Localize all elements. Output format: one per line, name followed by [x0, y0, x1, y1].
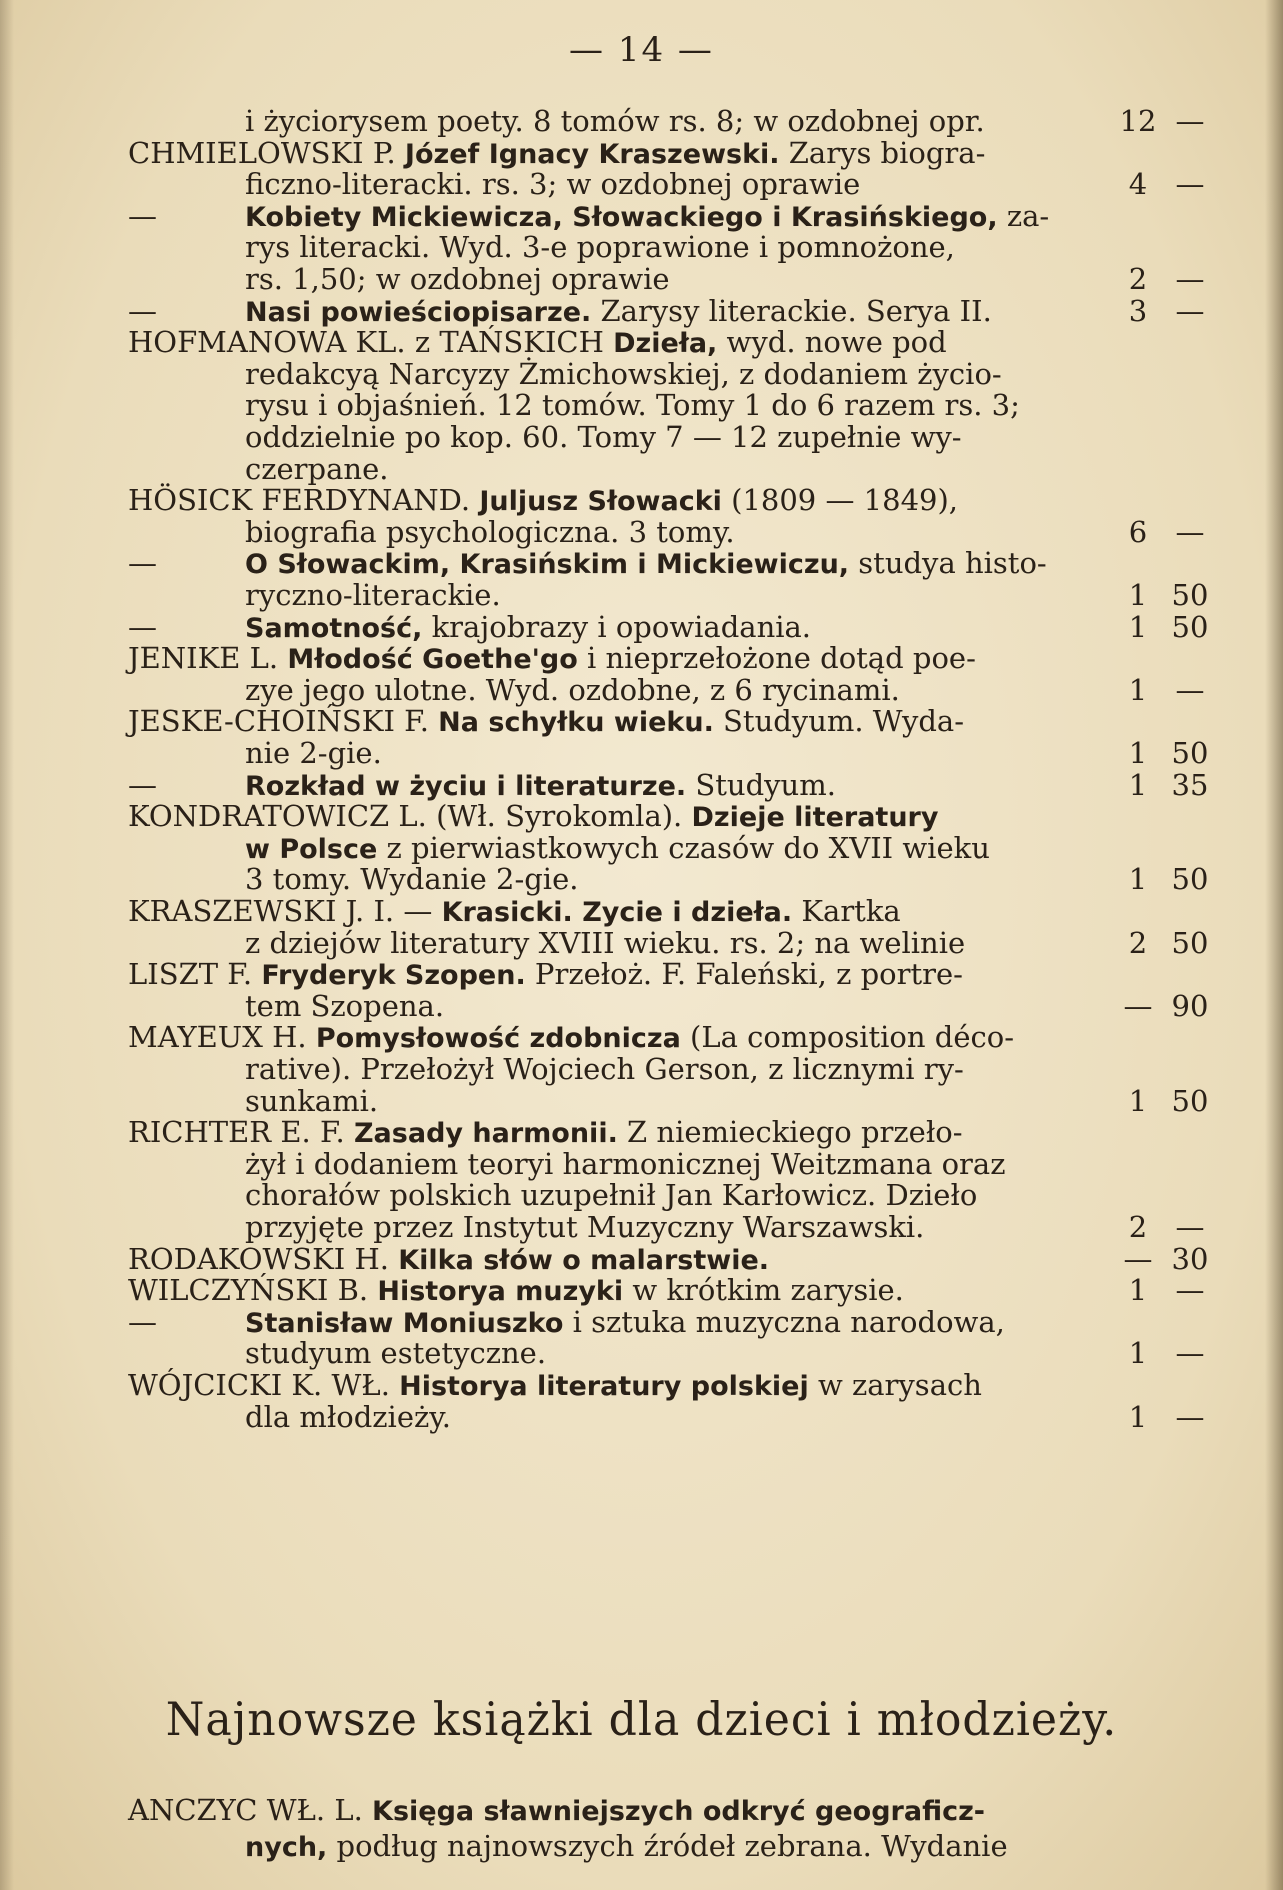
book-title: nych, — [245, 1832, 328, 1863]
entry-text — [245, 1147, 1006, 1181]
catalog-line — [0, 452, 1283, 486]
entry-text-segment: JENIKE L. — [128, 641, 288, 676]
catalog-line — [0, 167, 1283, 201]
entry-text — [245, 104, 985, 138]
price-kopecks: 90 — [1171, 988, 1209, 1023]
entry-text — [245, 768, 836, 804]
catalog-line — [0, 136, 1283, 170]
entry-text — [245, 388, 1020, 422]
entry-text-segment: KRASZEWSKI J. I. — — [128, 894, 442, 928]
price-rubles: 1 — [1128, 672, 1148, 707]
price-kopecks: — — [1175, 1399, 1205, 1434]
catalog-line — [0, 799, 1283, 833]
ditto-dash: — — [128, 546, 157, 581]
entry-text-segment: Zarysy literackie. Serya II. — [591, 293, 992, 328]
entry-text — [245, 578, 501, 612]
entry-text — [245, 357, 1002, 391]
ditto-dash: — — [128, 767, 157, 802]
book-title: Historya literatury polskiej — [399, 1371, 809, 1402]
entry-text-segment: RICHTER E. F. — [128, 1115, 354, 1150]
book-title: Krasicki. Zycie i dzieła. — [441, 897, 793, 928]
catalog-line — [0, 862, 1283, 896]
price-kopecks: 35 — [1171, 767, 1209, 802]
entry-text — [245, 736, 382, 770]
book-title: Fryderyk Szopen. — [261, 960, 526, 992]
catalog-line — [0, 1210, 1283, 1244]
entry-text — [245, 1052, 964, 1086]
entry-text-segment: LISZT F. — [128, 957, 262, 992]
entry-text — [128, 799, 938, 835]
price-rubles: 1 — [1128, 1336, 1148, 1371]
catalog-line — [0, 357, 1283, 391]
book-title: Dzieje literatury — [691, 802, 939, 834]
entry-text-segment: RODAKOWSKI H. — [128, 1241, 399, 1276]
entry-text-segment: MAYEUX H. — [128, 1020, 316, 1055]
entry-text — [128, 1273, 904, 1309]
entry-text — [245, 167, 860, 201]
book-title: Kilka słów o malarstwie. — [398, 1244, 770, 1276]
price-kopecks: 30 — [1171, 1241, 1209, 1276]
entry-text-segment: (1809 — 1849), — [721, 483, 959, 518]
price-rubles: — — [1123, 988, 1153, 1023]
book-title: Juljusz Słowacki — [479, 486, 722, 518]
price-kopecks: — — [1175, 167, 1205, 202]
catalog-line — [0, 831, 1283, 865]
entry-text — [245, 262, 670, 296]
price-kopecks: — — [1175, 104, 1205, 138]
price-rubles: — — [1123, 1241, 1153, 1276]
price-kopecks: — — [1175, 1210, 1205, 1244]
book-title: Historya muzyki — [377, 1276, 624, 1308]
price-kopecks: — — [1175, 293, 1205, 328]
entry-text-segment: ANCZYC WŁ. L. — [128, 1793, 373, 1827]
entry-text-segment: i sztuka muzyczna narodowa, — [563, 1304, 1005, 1339]
book-title: Samotność, — [245, 612, 423, 644]
price-kopecks: 50 — [1171, 1083, 1209, 1118]
entry-text — [245, 926, 965, 960]
entry-text — [128, 136, 985, 172]
entry-text — [245, 1210, 924, 1244]
price-rubles: 2 — [1128, 1210, 1148, 1244]
price-rubles: 1 — [1128, 736, 1148, 770]
book-title: Nasi powieściopisarze. — [245, 296, 592, 328]
entry-text-segment: tem Szopena. — [245, 988, 445, 1023]
price-rubles: 1 — [1128, 767, 1148, 802]
entry-text-segment: Studyum. Wyda- — [713, 704, 965, 739]
catalog-line — [0, 1305, 1283, 1339]
entry-text-segment: CHMIELOWSKI P. — [128, 135, 405, 170]
entry-text-segment: żył i dodaniem teoryi harmonicznej Weitzmana oraz — [245, 1146, 1006, 1181]
price-kopecks: — — [1175, 262, 1205, 296]
entry-text-segment: oddzielnie po kop. 60. Tomy 7 — 12 zupełnie wy- — [245, 420, 962, 454]
entry-text — [245, 1084, 378, 1118]
entry-text — [245, 989, 444, 1023]
catalog-line — [0, 420, 1283, 454]
entry-text-segment: czerpane. — [245, 451, 389, 486]
book-title: Stanisław Moniuszko — [245, 1307, 564, 1339]
book-title: Dzieła, — [613, 328, 718, 360]
price-kopecks: 50 — [1171, 736, 1209, 770]
catalog-line — [0, 515, 1283, 549]
entry-text — [245, 515, 735, 549]
entry-text-segment: nie 2-gie. — [245, 736, 382, 770]
price-rubles: 2 — [1128, 262, 1148, 296]
catalog-line — [0, 768, 1283, 802]
entry-text — [245, 673, 900, 707]
book-title: Pomysłowość zdobnicza — [315, 1023, 681, 1055]
price-rubles: 1 — [1128, 609, 1148, 644]
price-rubles: 1 — [1128, 578, 1148, 612]
entry-text-segment: za- — [997, 198, 1050, 233]
catalog-line — [0, 104, 1283, 138]
book-title: Rozkład w życiu i literaturze. — [245, 770, 687, 802]
entry-text-segment: z dziejów literatury XVIII wieku. rs. 2; na welinie — [245, 925, 966, 960]
catalog-line — [0, 1052, 1283, 1086]
catalog-line — [0, 1829, 1283, 1863]
price-kopecks: — — [1175, 1273, 1205, 1308]
price-rubles: 3 — [1128, 293, 1148, 328]
entry-text — [245, 230, 955, 264]
catalog-line — [0, 704, 1283, 738]
price-kopecks: — — [1175, 672, 1205, 707]
entry-text — [245, 1178, 977, 1212]
catalog-line — [0, 199, 1283, 233]
entry-text — [128, 894, 901, 930]
entry-text-segment: HOFMANOWA KL. z TAŃSKICH — [128, 325, 614, 360]
ditto-dash: — — [128, 1304, 157, 1339]
entry-text-segment: Zarys biogra- — [779, 135, 986, 170]
entry-text — [128, 641, 976, 677]
catalog-line — [0, 578, 1283, 612]
catalog-line — [0, 610, 1283, 644]
entry-text — [245, 831, 990, 867]
book-title: w Polsce — [245, 833, 378, 865]
ditto-dash: — — [128, 293, 157, 328]
catalog-line — [0, 1368, 1283, 1402]
entry-text-segment: Kartka — [792, 894, 901, 928]
catalog-line — [0, 673, 1283, 707]
entry-text-segment: z pierwiastkowych czasów do XVII wieku — [377, 830, 990, 865]
price-rubles: 12 — [1119, 104, 1157, 138]
entry-text-segment: w zarysach — [808, 1368, 982, 1402]
entry-text-segment: rysu i objaśnień. 12 tomów. Tomy 1 do 6 razem rs. 3; — [245, 388, 1020, 423]
book-title: Księga sławniejszych odkryć geograficz- — [372, 1796, 986, 1827]
entry-text — [128, 1115, 963, 1151]
book-title: Na schyłku wieku. — [438, 707, 714, 739]
entry-text — [245, 546, 1047, 582]
entry-text-segment: 3 tomy. Wydanie 2-gie. — [245, 862, 579, 897]
entry-text-segment: redakcyą Narcyzy Żmichowskiej, z dodaniem życio- — [245, 356, 1002, 391]
price-rubles: 1 — [1128, 1399, 1148, 1434]
entry-text-segment: i życiorysem poety. 8 tomów rs. 8; w ozdobnej opr. — [245, 104, 985, 138]
book-title: Młodość Goethe'go — [287, 644, 578, 676]
catalog-line — [0, 1336, 1283, 1370]
catalog-line — [0, 957, 1283, 991]
ditto-dash: — — [128, 609, 157, 644]
price-kopecks: 50 — [1171, 925, 1209, 960]
entry-text-segment: sunkami. — [245, 1083, 379, 1118]
entry-text-segment: ficzno-literacki. rs. 3; w ozdobnej oprawie — [245, 167, 861, 202]
catalog-line — [0, 388, 1283, 422]
entry-text-segment: Przełoż. F. Faleński, z portre- — [525, 957, 963, 992]
entry-text-segment: w krótkim zarysie. — [623, 1273, 904, 1308]
entry-text — [245, 1400, 451, 1434]
catalog-line — [0, 1242, 1283, 1276]
entry-text — [245, 1829, 1008, 1865]
entry-text-segment: (La composition déco- — [680, 1020, 1015, 1055]
entry-text-segment: podług najnowszych źródeł zebrana. Wydanie — [327, 1829, 1008, 1863]
price-kopecks: 50 — [1171, 609, 1209, 644]
catalog-line — [0, 1178, 1283, 1212]
entry-text — [128, 1793, 985, 1829]
entry-text-segment: zye jego ulotne. Wyd. ozdobne, z 6 rycinami. — [245, 672, 900, 707]
catalog-line — [0, 230, 1283, 264]
entry-text-segment: dla młodzieży. — [245, 1399, 452, 1434]
entry-text — [245, 862, 578, 896]
entry-text-segment: studya histo- — [849, 546, 1047, 581]
catalog-line — [0, 1400, 1283, 1434]
entry-text-segment: HÖSICK FERDYNAND. — [128, 483, 480, 518]
catalog-line — [0, 894, 1283, 928]
book-title: Józef Ignacy Kraszewski. — [404, 138, 780, 170]
entry-text — [128, 1020, 1014, 1056]
entry-text — [128, 1368, 982, 1404]
price-rubles: 4 — [1128, 167, 1148, 202]
entry-text-segment: przyjęte przez Instytut Muzyczny Warszawski. — [245, 1210, 925, 1244]
price-rubles: 1 — [1128, 1083, 1148, 1118]
entry-text-segment: krajobrazy i opowiadania. — [422, 609, 812, 644]
price-kopecks: 50 — [1171, 578, 1209, 612]
price-rubles: 1 — [1128, 862, 1148, 897]
entry-text-segment: rative). Przełożył Wojciech Gerson, z licznymi ry- — [245, 1052, 964, 1086]
catalog-line — [0, 1084, 1283, 1118]
entry-text — [245, 199, 1049, 235]
entry-text-segment: chorałów polskich uzupełnił Jan Karłowicz. Dzieło — [245, 1178, 978, 1213]
price-kopecks: — — [1175, 514, 1205, 549]
entry-text — [245, 452, 388, 486]
entry-text-segment: studyum estetyczne. — [245, 1336, 547, 1371]
entry-text — [128, 325, 947, 361]
catalog-line — [0, 325, 1283, 359]
price-rubles: 6 — [1128, 514, 1148, 549]
catalog-line — [0, 294, 1283, 328]
entry-text — [128, 483, 958, 519]
entry-text-segment: Studyum. — [686, 767, 836, 802]
catalog-line — [0, 1793, 1283, 1827]
book-title: Zasady harmonii. — [353, 1118, 618, 1150]
entry-text-segment: WILCZYŃSKI B. — [128, 1273, 378, 1308]
price-kopecks: 50 — [1171, 862, 1209, 897]
book-title: O Słowackim, Krasińskim i Mickiewiczu, — [245, 549, 850, 581]
entry-text-segment: ryczno-literackie. — [245, 578, 501, 612]
page-number: — 14 — — [569, 30, 714, 70]
entry-text-segment: rys literacki. Wyd. 3-e poprawione i pomnożone, — [245, 230, 955, 265]
entry-text — [128, 704, 964, 740]
ditto-dash: — — [128, 198, 157, 233]
catalog-line — [0, 989, 1283, 1023]
entry-text — [245, 610, 811, 646]
catalog-line — [0, 483, 1283, 517]
catalog-line — [0, 926, 1283, 960]
catalog-line — [0, 1147, 1283, 1181]
entry-text-segment: biografia psychologiczna. 3 tomy. — [245, 514, 735, 549]
catalog-line — [0, 736, 1283, 770]
section-heading: Najnowsze książki dla dzieci i młodzieży. — [165, 1692, 1118, 1746]
entry-text — [245, 420, 962, 454]
entry-text-segment: JESKE-CHOIŃSKI F. — [128, 704, 439, 739]
entry-text — [128, 957, 963, 993]
entry-text — [245, 1305, 1005, 1341]
book-title: Kobiety Mickiewicza, Słowackiego i Krasińskiego, — [245, 201, 998, 233]
catalog-line — [0, 1273, 1283, 1307]
entry-text-segment: i nieprzełożone dotąd poe- — [577, 641, 976, 676]
entry-text-segment: rs. 1,50; w ozdobnej oprawie — [245, 262, 670, 296]
catalog-line — [0, 1020, 1283, 1054]
entry-text-segment: wyd. nowe pod — [717, 325, 947, 360]
catalog-line — [0, 641, 1283, 675]
entry-text-segment: Z niemieckiego przeło- — [617, 1115, 963, 1150]
catalog-line — [0, 262, 1283, 296]
entry-text-segment: KONDRATOWICZ L. (Wł. Syrokomla). — [128, 799, 692, 834]
catalog-line — [0, 1115, 1283, 1149]
price-rubles: 1 — [1128, 1273, 1148, 1308]
entry-text — [245, 1336, 546, 1370]
price-kopecks: — — [1175, 1336, 1205, 1371]
catalog-line — [0, 546, 1283, 580]
entry-text-segment: WÓJCICKI K. WŁ. — [128, 1368, 400, 1402]
price-rubles: 2 — [1128, 925, 1148, 960]
